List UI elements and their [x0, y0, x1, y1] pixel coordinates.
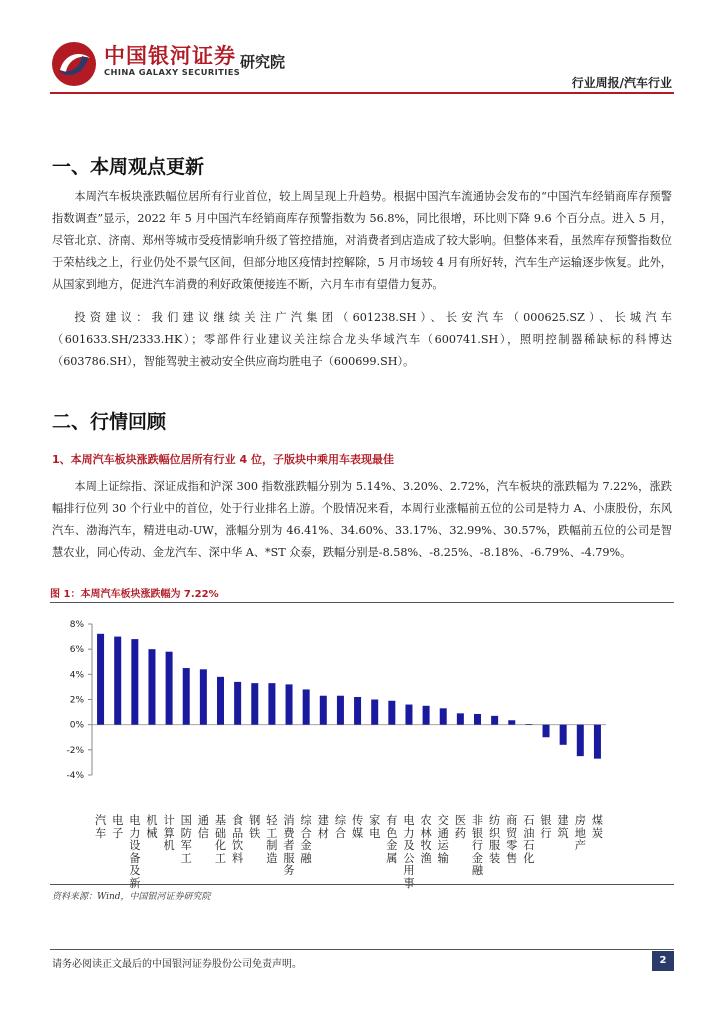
- bar: [183, 668, 190, 725]
- category-label: 传媒: [351, 814, 364, 840]
- bar: [594, 725, 601, 759]
- category-label: 非银行金融: [471, 814, 484, 878]
- bar: [525, 724, 532, 725]
- category-label: 综合: [334, 814, 347, 840]
- category-label: 农林牧渔: [420, 814, 432, 865]
- y-tick-label: 8%: [69, 620, 84, 630]
- bar: [388, 701, 395, 725]
- category-label: 医药: [454, 814, 466, 840]
- bar: [114, 637, 121, 725]
- category-label: 轻工制造: [266, 814, 278, 865]
- category-label: 交通运输: [437, 814, 449, 865]
- category-label: 食品饮料: [232, 814, 244, 865]
- bar: [166, 652, 173, 725]
- footer-disclaimer: 请务必阅读正文最后的中国银河证券股份公司免责声明。: [52, 959, 302, 970]
- y-tick-label: 2%: [69, 695, 84, 706]
- bar: [303, 689, 310, 724]
- category-label: 煤炭: [591, 814, 604, 840]
- category-label: 通信: [197, 814, 209, 840]
- category-label: 银行: [540, 814, 552, 840]
- bar: [491, 716, 498, 725]
- header-divider: [50, 92, 674, 94]
- page-number: 2: [652, 951, 674, 971]
- section2-paragraph: 本周上证综指、深证成指和沪深 300 指数涨跌幅分别为 5.14%、3.20%、2.72%，汽车板块的涨跌幅为 7.22%，涨跌幅排行位列 30 个行业中的首位，处于行业排名上游。个股情况来看，本周行业涨幅前五位的公司是特力 A、小康股份，东风汽车、渤海汽车，精进电动-UW，涨幅分别为 46.41%、34.60%、33.17%、32.99%、30.57%，跌幅前五位的公司是智慧农业，同心传动、金龙汽车、深中华 A、*ST 众泰，跌幅分别是-8.58%、-8.25%、-8.18%、-6.79%、-4.79%。: [52, 480, 672, 559]
- section2-title: 二、行情回顾: [52, 411, 167, 433]
- figure-top-rule: [50, 602, 674, 603]
- figure-caption: 图 1：本周汽车板块涨跌幅为 7.22%: [50, 589, 219, 600]
- category-label: 机械: [146, 814, 158, 840]
- bar: [508, 720, 515, 724]
- category-label: 商贸零售: [506, 814, 518, 865]
- report-type: 行业周报/汽车行业: [571, 76, 672, 90]
- bar: [234, 682, 241, 725]
- bar: [354, 697, 361, 725]
- category-label: 综合金融: [300, 814, 312, 865]
- y-tick-label: -2%: [66, 745, 84, 756]
- y-tick-label: 4%: [69, 670, 84, 681]
- category-label: 钢铁: [249, 814, 261, 840]
- y-tick-label: 6%: [69, 645, 84, 656]
- category-label: 家电: [369, 814, 381, 840]
- bar: [371, 700, 378, 725]
- bar: [200, 669, 207, 724]
- category-label: 建材: [317, 814, 329, 840]
- y-axis: [66, 620, 606, 781]
- y-tick-label: -4%: [66, 771, 84, 781]
- bar: [474, 714, 481, 725]
- bar: [268, 683, 275, 725]
- category-label: 国防军工: [180, 814, 192, 865]
- category-label: 有色金属: [386, 814, 398, 865]
- bar: [560, 725, 567, 745]
- category-label: 电力设备及新: [129, 814, 141, 890]
- bar: [148, 649, 155, 725]
- footer-divider: [50, 949, 674, 950]
- section1-title: 一、本周观点更新: [52, 156, 205, 178]
- category-label: 计算机: [163, 814, 175, 853]
- section1-body: [52, 186, 672, 373]
- category-label: 消费者服务: [283, 814, 295, 878]
- figure-source: 资料来源：Wind，中国银河证券研究院: [52, 892, 211, 902]
- bar: [457, 713, 464, 724]
- bar: [286, 684, 293, 724]
- bar: [577, 725, 584, 756]
- bar-chart: [50, 605, 674, 890]
- category-label: 石油石化: [523, 814, 535, 865]
- category-label: 基础化工: [214, 814, 227, 865]
- category-label: 汽车: [94, 814, 107, 840]
- galaxy-logo-icon: [50, 40, 98, 88]
- category-label: 房地产: [574, 814, 586, 853]
- bar: [97, 634, 104, 725]
- y-tick-label: 0%: [69, 720, 84, 731]
- bar: [405, 705, 412, 725]
- bar: [251, 683, 258, 725]
- bar: [337, 696, 344, 725]
- figure-bottom-rule: [50, 884, 674, 885]
- section1-paragraph-2: 投资建议：我们建议继续关注广汽集团（601238.SH）、长安汽车（000625.SZ）、长城汽车（601633.SH/2333.HK）；零部件行业建议关注综合龙头华域汽车（600741.SH），照明控制器稀缺标的科博达（603786.SH），智能驾驶主被动安全供应商均胜电子（600699.SH）。: [52, 311, 672, 368]
- bar: [543, 725, 550, 738]
- category-label: 建筑: [557, 814, 569, 840]
- category-label: 电子: [112, 814, 124, 840]
- bar: [423, 706, 430, 725]
- section2-subtitle: 1、本周汽车板块涨跌幅位居所有行业 4 位，子版块中乘用车表现最佳: [52, 453, 394, 466]
- category-label: 纺织服装: [489, 814, 501, 865]
- section2-body: [52, 476, 672, 564]
- bar: [440, 708, 447, 724]
- bar: [217, 677, 224, 725]
- bar-series: [97, 634, 601, 759]
- logo-english-name: CHINA GALAXY SECURITIES: [104, 67, 241, 77]
- bar: [320, 696, 327, 725]
- logo-chinese-name: 中国银河证券: [104, 44, 236, 68]
- logo-institute: 研究院: [240, 53, 286, 71]
- bar: [131, 639, 138, 725]
- section1-paragraph-1: 本周汽车板块涨跌幅位居所有行业首位，较上周呈现上升趋势。根据中国汽车流通协会发布的“中国汽车经销商库存预警指数调查”显示，2022 年 5 月中国汽车经销商库存预警指数为 56.8%，同比很增，环比则下降 9.6 个百分点。进入 5 月，尽管北京、济南、郑州等城市受疫情影响升级了管控措施，对消费者到店造成了较大影响。但整体来看，虽然库存预警指数位于荣枯线之上，行业仍处不景气区间，但部分地区疫情封控解除，5 月市场较 4 月有所好转，汽车生产运输逐步恢复。此外，从国家到地方，促进汽车消费的利好政策便接连不断，六月车市有望借力复苏。: [52, 190, 672, 291]
- category-label: 电力及公用事: [403, 814, 415, 890]
